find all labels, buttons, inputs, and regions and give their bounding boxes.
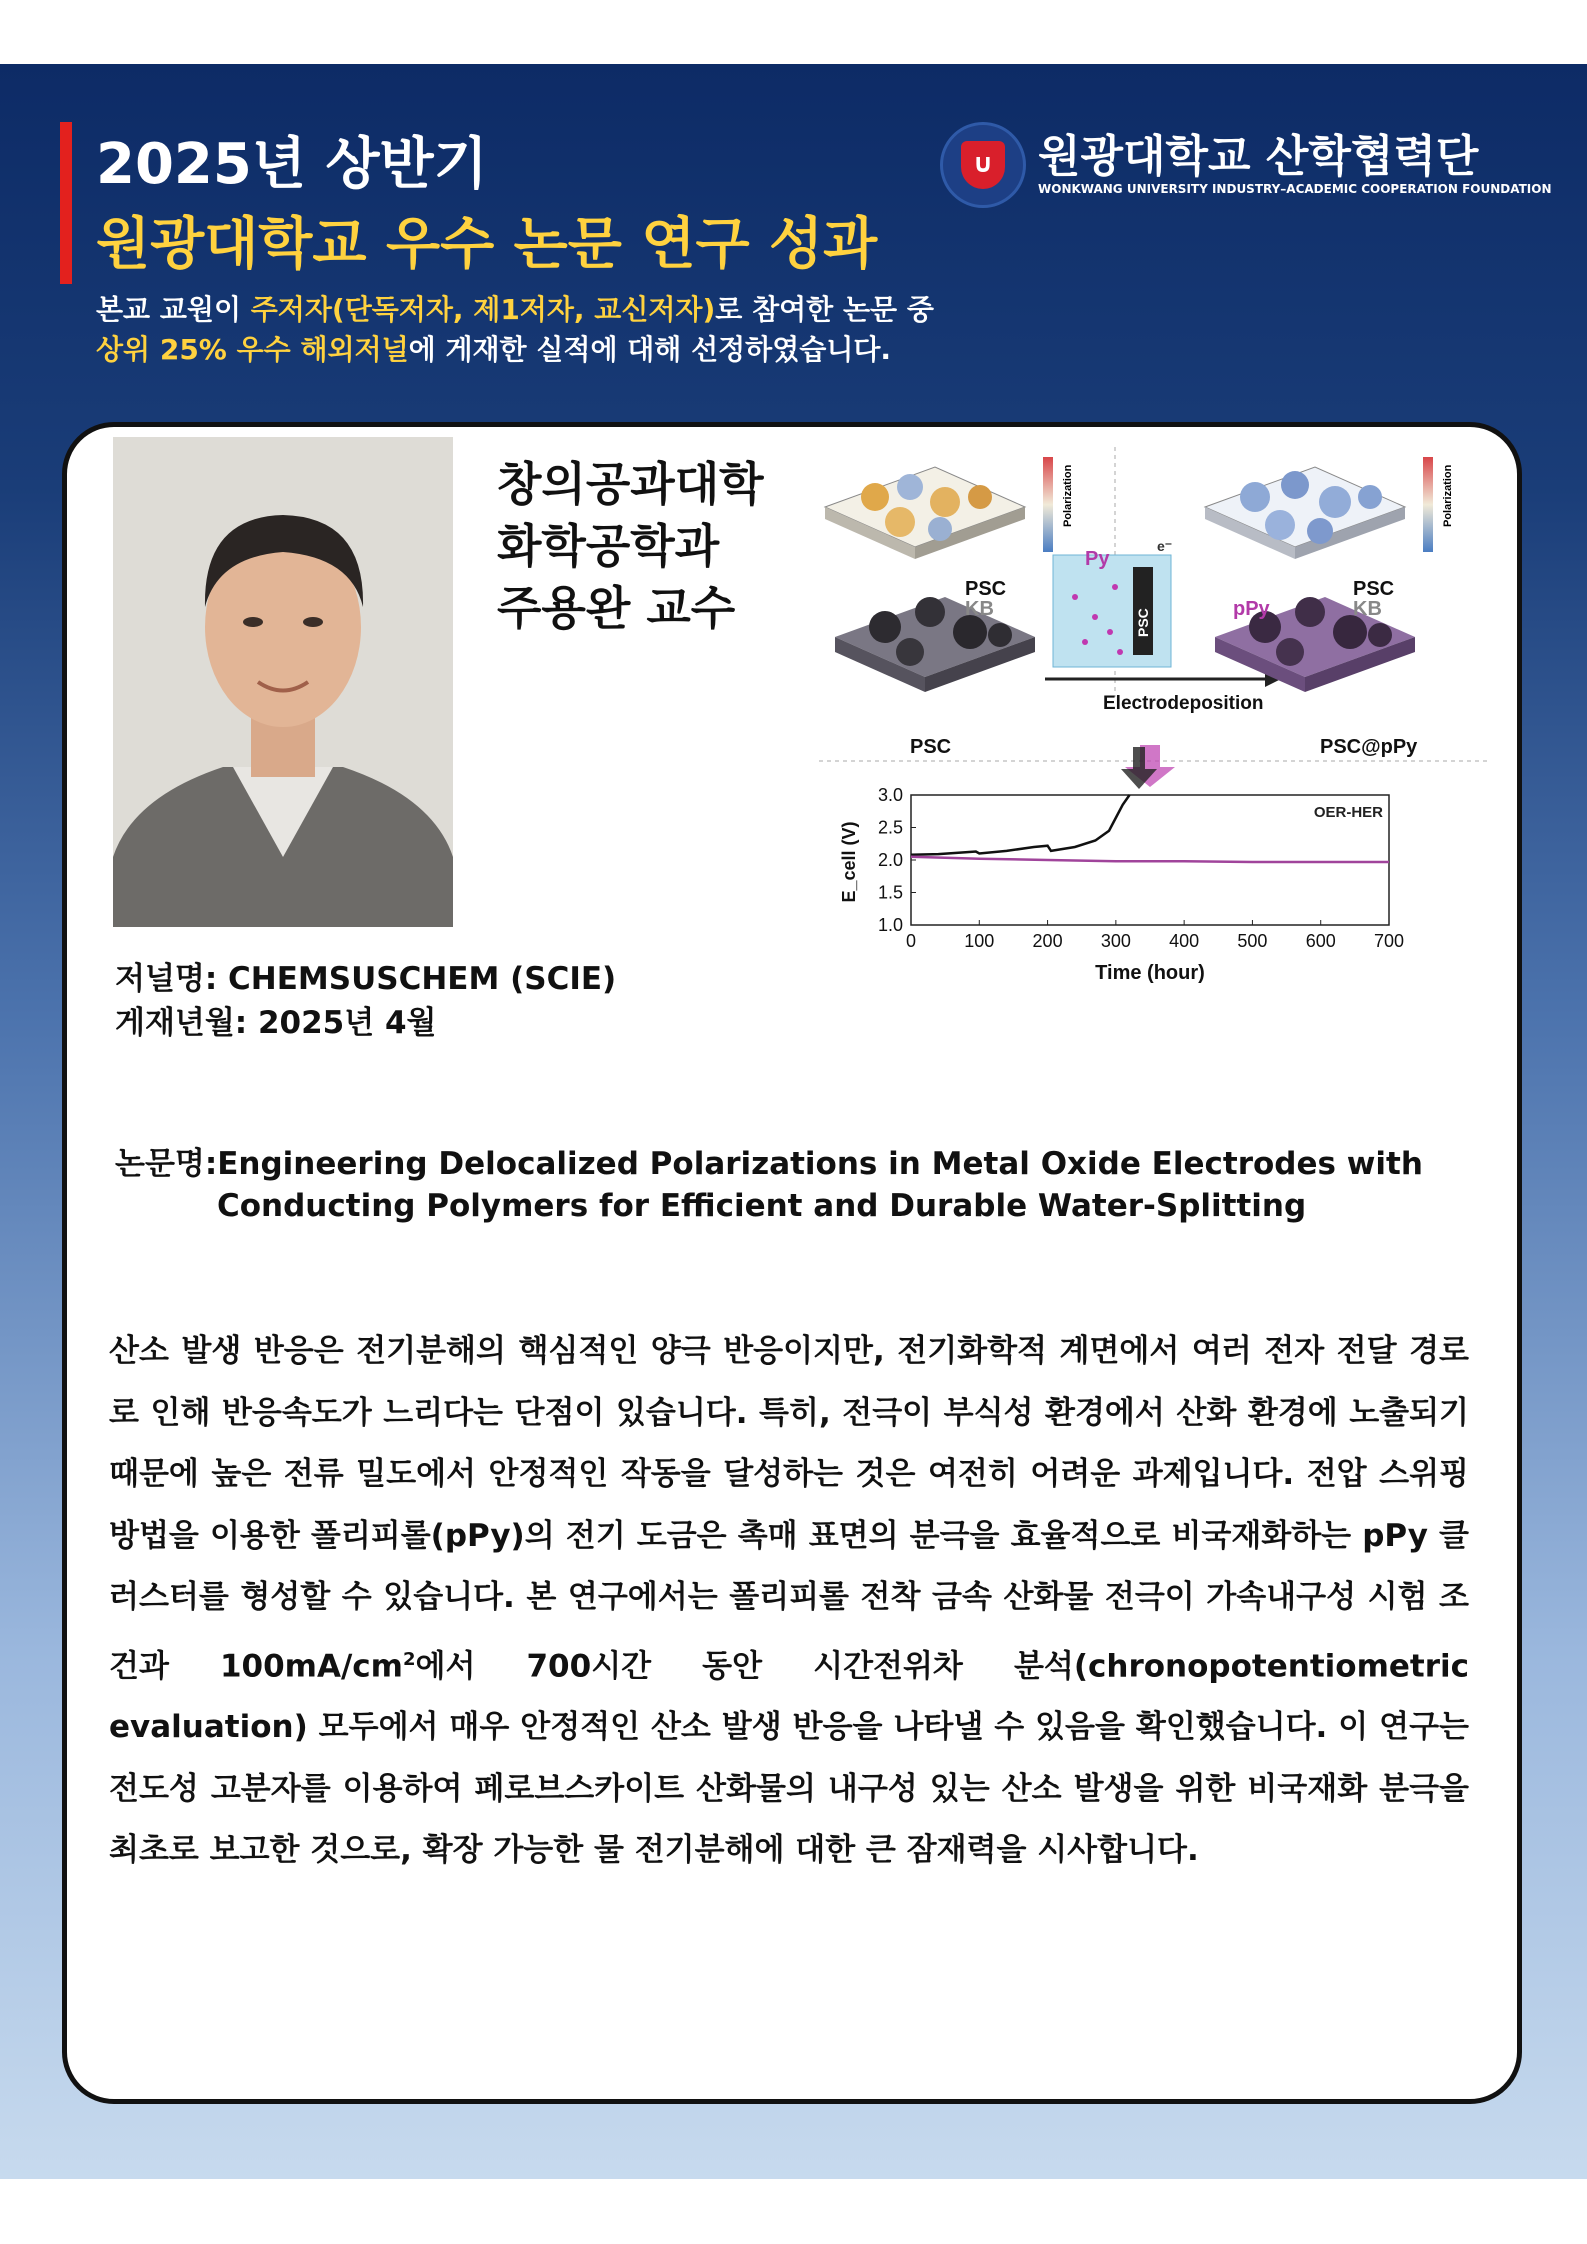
chart-ylabel: E_cell (V): [839, 821, 859, 903]
journal-info: [115, 957, 616, 1045]
fig-label-polarization-1: Polarization: [1062, 464, 1074, 527]
fig-label-kb: KB: [965, 598, 994, 620]
poster-background: [0, 64, 1587, 2179]
content-card: [62, 422, 1522, 2104]
emblem-icon: ∪: [940, 122, 1026, 208]
x-tick-label: 0: [905, 931, 917, 951]
paper-title: [115, 1143, 1423, 1227]
abstract-part-1: 산소 발생 반응은 전기분해의 핵심적인 양극 반응이지만, 전기화학적 계면에서 여러 전자 전달 경로로 인해 반응속도가 느리다는 단점이 있습니다. 특히, 전극이 부식성 환경에서 산화 환경에 노출되기 때문에 높은 전류 밀도에서 안정적인 작동을 달성하는 것은 여전히 어려운 과제입니다. 전압 스위핑 방법을 이용한 폴리피롤(pPy)의 전기 도금은 촉매 표면의 분극을 효율적으로 비국재화하는 pPy 클러스터를 형성할 수 있습니다. 본 연구에서는 폴리피롤 전착 금속 산화물 전극이 가속내구성 시험 조건과 100mA/cm: [109, 1333, 1469, 1684]
page-title: 2025년 상반기: [96, 132, 488, 197]
x-tick-label: 300: [1100, 931, 1131, 951]
fig-label-ppy: pPy: [1233, 598, 1270, 620]
fig-label-psc: PSC: [965, 578, 1007, 600]
series-line-0: [911, 795, 1130, 855]
professor-info: [497, 453, 764, 639]
x-tick-label: 400: [1169, 931, 1200, 951]
y-tick-label: 1.5: [877, 882, 903, 903]
series-line-1: [911, 857, 1389, 862]
abstract-text: [109, 1321, 1469, 1882]
page-subtitle: 원광대학교 우수 논문 연구 성과: [96, 212, 878, 277]
y-tick-label: 1.0: [877, 915, 903, 935]
fig-label-py: Py: [1085, 548, 1110, 570]
college-name: 창의공과대학: [497, 457, 764, 511]
logo-text-kr: 원광대학교 산학협력단: [1038, 131, 1479, 182]
paper-label: 논문명:: [115, 1146, 218, 1182]
intro-text: [96, 290, 934, 370]
chart-xlabel: Time (hour): [1095, 962, 1205, 984]
x-tick-label: 100: [964, 931, 995, 951]
fig-label-psc-2: PSC: [1353, 578, 1395, 600]
chart-annotation: OER-HER: [1313, 804, 1383, 821]
research-figure: [815, 447, 1495, 1007]
professor-name: 주용완 교수: [497, 581, 736, 635]
intro-text-1b: 로 참여한 논문 중: [715, 293, 934, 326]
x-tick-label: 600: [1305, 931, 1336, 951]
journal-name: 저널명: CHEMSUSCHEM (SCIE): [115, 961, 617, 997]
fig-label-psc-bottom: PSC: [910, 736, 952, 758]
professor-photo: [113, 437, 453, 927]
paper-title-line2: Conducting Polymers for Efficient and Durable Water-Splitting: [217, 1188, 1307, 1224]
x-tick-label: 500: [1237, 931, 1268, 951]
fig-label-electron: e⁻: [1157, 538, 1173, 554]
y-tick-label: 3.0: [877, 785, 903, 805]
department-name: 화학공학과: [497, 519, 720, 573]
paper-title-line1: Engineering Delocalized Polarizations in Metal Oxide Electrodes with: [217, 1146, 1423, 1182]
y-tick-label: 2.0: [877, 850, 903, 870]
fig-label-polarization-2: Polarization: [1442, 464, 1454, 527]
fig-label-electrode: PSC: [1135, 608, 1151, 637]
fig-label-kb-2: KB: [1353, 598, 1382, 620]
intro-highlight-1: 주저자(단독저자, 제1저자, 교신저자): [250, 293, 716, 326]
accent-bar: [60, 122, 72, 284]
x-tick-label: 200: [1032, 931, 1063, 951]
logo-text-en: WONKWANG UNIVERSITY INDUSTRY–ACADEMIC COOPERATION FOUNDATION: [1038, 182, 1552, 196]
x-tick-label: 700: [1373, 931, 1405, 951]
abstract-superscript: 2: [402, 1648, 416, 1670]
y-tick-label: 2.5: [877, 817, 903, 838]
fig-label-psc-ppy: PSC@pPy: [1320, 736, 1418, 758]
university-logo: [940, 120, 1552, 210]
intro-highlight-2: 상위 25% 우수 해외저널: [96, 333, 409, 366]
intro-text-1a: 본교 교원이: [96, 293, 251, 326]
chart-area: [839, 785, 1404, 984]
publication-date: 게재년월: 2025년 4월: [115, 1005, 437, 1041]
intro-text-2: 에 게재한 실적에 대해 선정하였습니다.: [408, 333, 892, 366]
fig-label-electrodeposition: Electrodeposition: [1103, 693, 1264, 714]
abstract-part-2: 에서 700시간 동안 시간전위차 분석(chronopotentiometric evaluation) 모두에서 매우 안정적인 산소 발생 반응을 나타낼 수 있음을 확인했습니다. 이 연구는 전도성 고분자를 이용하여 페로브스카이트 산화물의 내구성 있는 산소 발생을 위한 비국재화 분극을 최초로 보고한 것으로, 확장 가능한 물 전기분해에 대한 큰 잠재력을 시사합니다.: [109, 1647, 1469, 1869]
